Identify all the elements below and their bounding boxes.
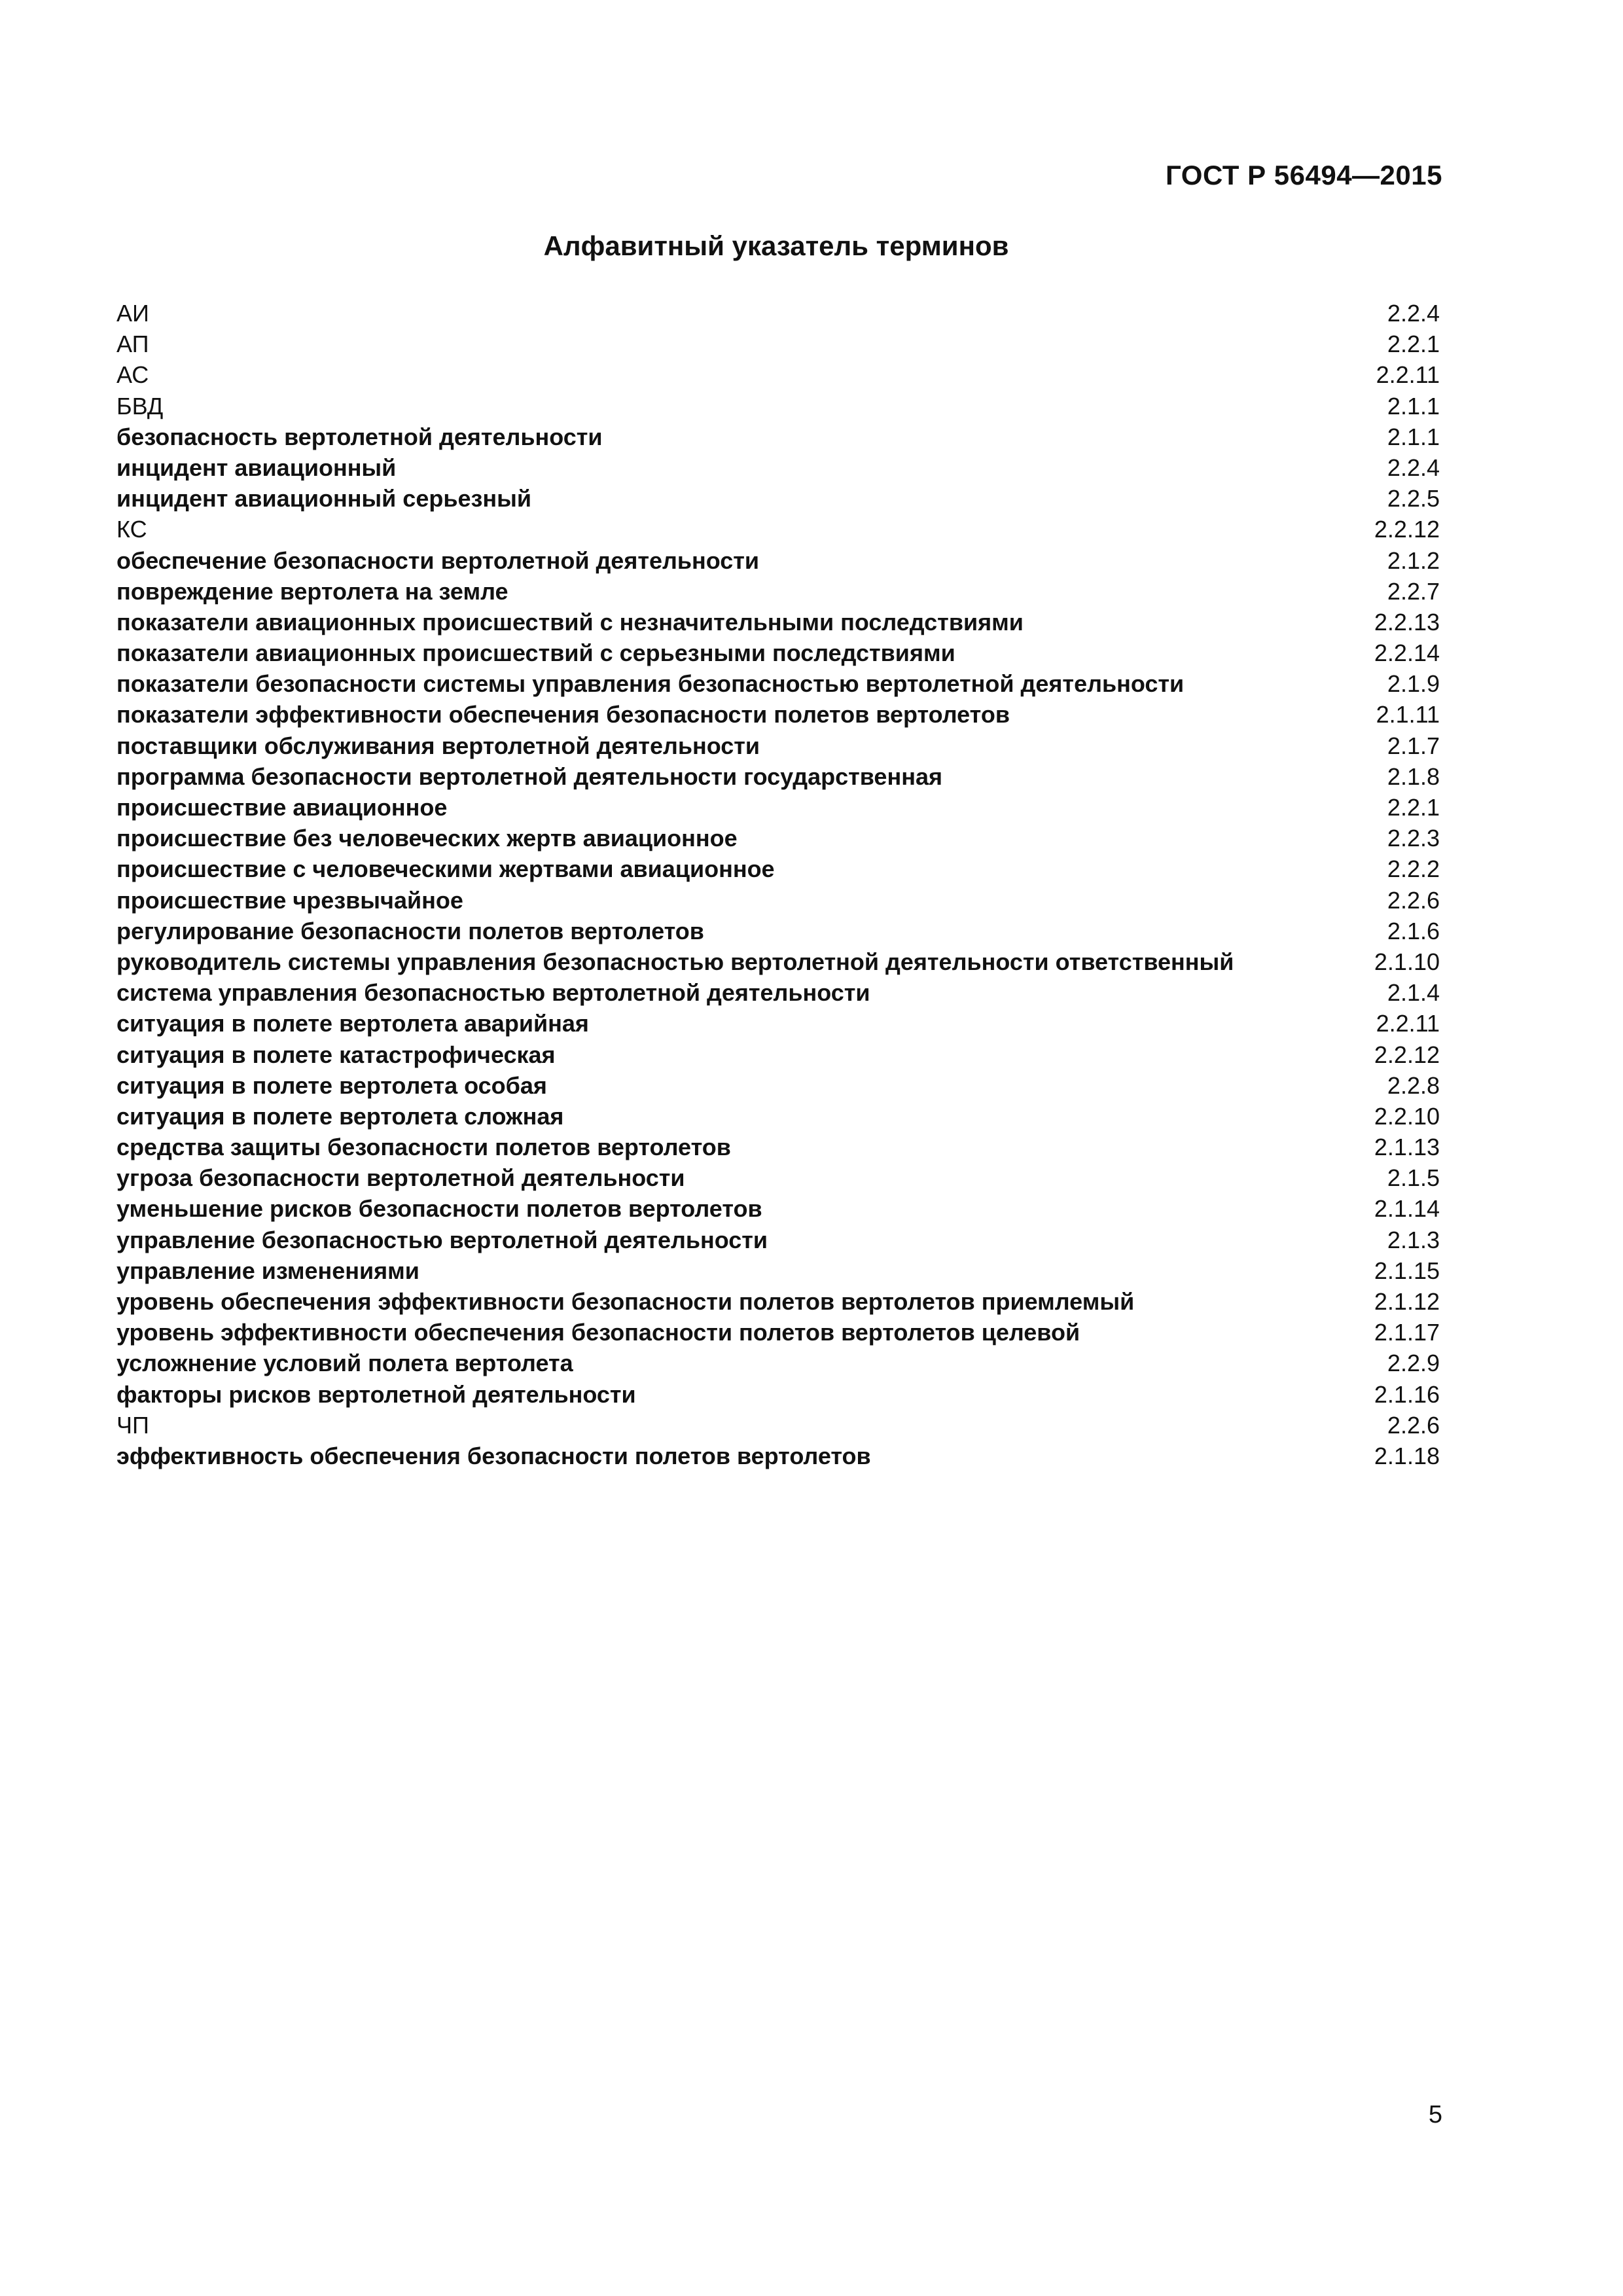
index-term: руководитель системы управления безопасностью вертолетной деятельности ответственный [116, 948, 1234, 975]
index-term: усложнение условий полета вертолета [116, 1350, 573, 1377]
index-reference: 2.1.13 [1374, 1134, 1440, 1161]
index-entry [116, 607, 1440, 637]
index-title: Алфавитный указатель терминов [543, 230, 1009, 261]
page-number: 5 [1428, 2101, 1442, 2128]
index-entry [116, 853, 1440, 884]
index-entry [116, 823, 1440, 853]
index-term: КС [116, 516, 147, 543]
index-term: ЧП [116, 1411, 149, 1439]
index-reference: 2.1.3 [1387, 1226, 1440, 1253]
index-term: эффективность обеспечения безопасности полетов вертолетов [116, 1442, 871, 1469]
index-reference: 2.2.14 [1374, 639, 1440, 667]
index-reference: 2.2.13 [1374, 608, 1440, 636]
index-term: показатели эффективности обеспечения безопасности полетов вертолетов [116, 701, 1010, 728]
index-entry [116, 1101, 1440, 1132]
index-entry [116, 730, 1440, 761]
index-reference: 2.2.2 [1387, 855, 1440, 883]
index-reference: 2.1.1 [1387, 392, 1440, 420]
index-entry [116, 1070, 1440, 1101]
index-entry [116, 359, 1440, 390]
index-entry [116, 1255, 1440, 1286]
index-reference: 2.1.8 [1387, 762, 1440, 790]
index-entry [116, 1132, 1440, 1162]
index-reference: 2.1.17 [1374, 1319, 1440, 1346]
index-reference: 2.2.4 [1387, 454, 1440, 481]
index-term: обеспечение безопасности вертолетной деятельности [116, 547, 760, 574]
index-reference: 2.2.1 [1387, 331, 1440, 358]
index-term: АП [116, 331, 149, 358]
index-term: происшествие авиационное [116, 794, 448, 821]
index-reference: 2.1.10 [1374, 948, 1440, 975]
index-entry [116, 1039, 1440, 1070]
index-entry [116, 545, 1440, 576]
index-entry [116, 483, 1440, 514]
index-term: безопасность вертолетной деятельности [116, 423, 603, 450]
index-reference: 2.2.8 [1387, 1071, 1440, 1099]
index-term: программа безопасности вертолетной деятельности государственная [116, 762, 942, 790]
index-reference: 2.1.14 [1374, 1195, 1440, 1223]
index-reference: 2.2.6 [1387, 886, 1440, 914]
index-term: АИ [116, 300, 149, 327]
index-reference: 2.1.11 [1376, 701, 1440, 728]
index-term: уменьшение рисков безопасности полетов вертолетов [116, 1195, 762, 1223]
index-entry [116, 792, 1440, 823]
index-entry [116, 1225, 1440, 1255]
index-entry [116, 699, 1440, 730]
index-reference: 2.2.11 [1376, 361, 1440, 389]
index-reference: 2.2.4 [1387, 300, 1440, 327]
index-entry [116, 1441, 1440, 1471]
index-term: ситуация в полете катастрофическая [116, 1041, 556, 1068]
index-term: ситуация в полете вертолета сложная [116, 1102, 564, 1130]
index-entry [116, 1317, 1440, 1348]
index-entry [116, 1410, 1440, 1441]
index-reference: 2.1.9 [1387, 670, 1440, 698]
index-entry [116, 1193, 1440, 1224]
index-entry [116, 1162, 1440, 1193]
index-entry [116, 946, 1440, 977]
index-reference: 2.2.5 [1387, 485, 1440, 512]
index-term: происшествие с человеческими жертвами авиационное [116, 855, 775, 883]
index-term: уровень эффективности обеспечения безопасности полетов вертолетов целевой [116, 1319, 1080, 1346]
index-reference: 2.2.9 [1387, 1350, 1440, 1377]
index-reference: 2.2.12 [1374, 516, 1440, 543]
index-term: угроза безопасности вертолетной деятельности [116, 1164, 685, 1192]
index-entry [116, 885, 1440, 916]
index-entry [116, 329, 1440, 359]
index-term: управление изменениями [116, 1257, 419, 1284]
index-reference: 2.1.12 [1374, 1288, 1440, 1315]
index-reference: 2.1.7 [1387, 732, 1440, 759]
index-reference: 2.2.3 [1387, 825, 1440, 852]
index-entry [116, 391, 1440, 422]
index-entry [116, 422, 1440, 452]
index-entry [116, 298, 1440, 329]
index-term: факторы рисков вертолетной деятельности [116, 1380, 636, 1408]
index-reference: 2.2.11 [1376, 1010, 1440, 1037]
index-entry [116, 1286, 1440, 1317]
index-term: происшествие чрезвычайное [116, 886, 463, 914]
index-entry [116, 668, 1440, 699]
index-entry [116, 916, 1440, 946]
index-entry [116, 576, 1440, 607]
index-term: происшествие без человеческих жертв авиационное [116, 825, 738, 852]
index-term: поставщики обслуживания вертолетной деятельности [116, 732, 760, 759]
index-entry [116, 1008, 1440, 1039]
index-reference: 2.2.7 [1387, 577, 1440, 605]
index-term: инцидент авиационный [116, 454, 397, 481]
index-term: повреждение вертолета на земле [116, 577, 508, 605]
index-reference: 2.2.1 [1387, 794, 1440, 821]
index-term: показатели авиационных происшествий с серьезными последствиями [116, 639, 955, 667]
term-index-list [116, 298, 1440, 1471]
index-term: инцидент авиационный серьезный [116, 485, 532, 512]
index-entry [116, 514, 1440, 545]
index-reference: 2.1.6 [1387, 917, 1440, 944]
index-entry [116, 1379, 1440, 1410]
index-entry [116, 761, 1440, 792]
index-term: система управления безопасностью вертолетной деятельности [116, 979, 870, 1007]
index-entry [116, 452, 1440, 483]
index-reference: 2.1.5 [1387, 1164, 1440, 1192]
index-term: ситуация в полете вертолета особая [116, 1071, 547, 1099]
index-entry [116, 637, 1440, 668]
index-term: показатели авиационных происшествий с незначительными последствиями [116, 608, 1024, 636]
index-term: показатели безопасности системы управления безопасностью вертолетной деятельности [116, 670, 1185, 698]
index-reference: 2.1.15 [1374, 1257, 1440, 1284]
index-term: управление безопасностью вертолетной деятельности [116, 1226, 768, 1253]
index-entry [116, 1348, 1440, 1378]
index-reference: 2.1.18 [1374, 1442, 1440, 1469]
index-reference: 2.1.1 [1387, 423, 1440, 450]
index-term: АС [116, 361, 149, 389]
index-reference: 2.2.10 [1374, 1102, 1440, 1130]
index-term: ситуация в полете вертолета аварийная [116, 1010, 589, 1037]
index-term: уровень обеспечения эффективности безопасности полетов вертолетов приемлемый [116, 1288, 1135, 1315]
index-term: средства защиты безопасности полетов вертолетов [116, 1134, 731, 1161]
index-reference: 2.1.16 [1374, 1380, 1440, 1408]
index-entry [116, 977, 1440, 1008]
index-term: БВД [116, 392, 164, 420]
index-term: регулирование безопасности полетов вертолетов [116, 917, 704, 944]
document-code: ГОСТ Р 56494—2015 [1166, 160, 1442, 190]
index-reference: 2.1.2 [1387, 547, 1440, 574]
index-reference: 2.2.6 [1387, 1411, 1440, 1439]
index-reference: 2.2.12 [1374, 1041, 1440, 1068]
index-reference: 2.1.4 [1387, 979, 1440, 1007]
